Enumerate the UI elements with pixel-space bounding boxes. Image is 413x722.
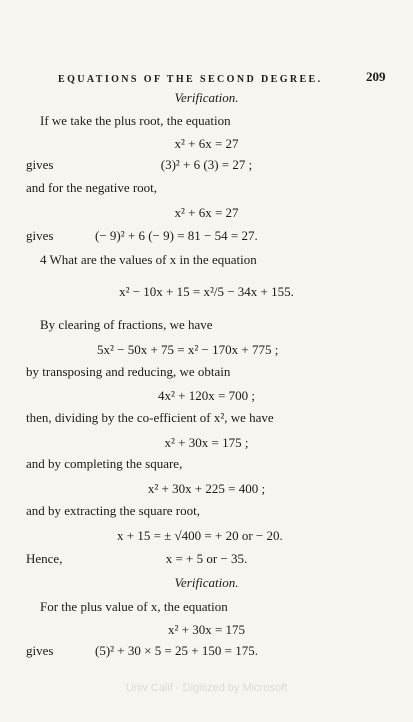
text-line: and by extracting the square root,	[26, 503, 200, 518]
text-line-label: gives	[26, 228, 54, 243]
text-line-label: gives	[26, 157, 54, 172]
text-line: For the plus value of x, the equation	[40, 599, 228, 614]
equation-line: x² + 30x = 175	[167, 622, 246, 637]
equation-line: x² + 6x = 27	[174, 205, 239, 220]
text-line: and by completing the square,	[26, 456, 183, 471]
verification-heading: Verification.	[174, 90, 239, 105]
text-line: If we take the plus root, the equation	[40, 113, 231, 128]
problem-statement: 4 What are the values of x in the equation	[40, 252, 257, 267]
equation-line: (5)² + 30 × 5 = 25 + 150 = 175.	[95, 643, 258, 658]
equation-line: x + 15 = ± √400 = + 20 or − 20.	[117, 528, 283, 543]
text-line: By clearing of fractions, we have	[40, 317, 213, 332]
equation-line: (− 9)² + 6 (− 9) = 81 − 54 = 27.	[95, 228, 258, 243]
text-line: then, dividing by the co-efficient of x², we have	[26, 410, 274, 425]
page-number: 209	[366, 69, 386, 84]
verification-heading: Verification.	[174, 575, 239, 590]
text-line: and for the negative root,	[26, 180, 158, 195]
equation-line: x² − 10x + 15 = x²/5 − 34x + 155.	[119, 284, 294, 299]
text-line-label: Hence,	[26, 551, 63, 566]
text-line-label: gives	[26, 643, 54, 658]
equation-line: x = + 5 or − 35.	[165, 551, 248, 566]
text-line: by transposing and reducing, we obtain	[26, 364, 231, 379]
equation-line: x² + 6x = 27	[174, 136, 239, 151]
equation-line: x² + 30x = 175 ;	[164, 435, 249, 450]
equation-line: (3)² + 6 (3) = 27 ;	[160, 157, 253, 172]
running-header: EQUATIONS OF THE SECOND DEGREE.	[58, 74, 323, 85]
equation-line: x² + 30x + 225 = 400 ;	[147, 481, 266, 496]
equation-line: 4x² + 120x = 700 ;	[158, 388, 255, 403]
equation-line: 5x² − 50x + 75 = x² − 170x + 775 ;	[97, 342, 279, 357]
watermark: Univ Calif - Digitized by Microsoft	[125, 682, 288, 694]
